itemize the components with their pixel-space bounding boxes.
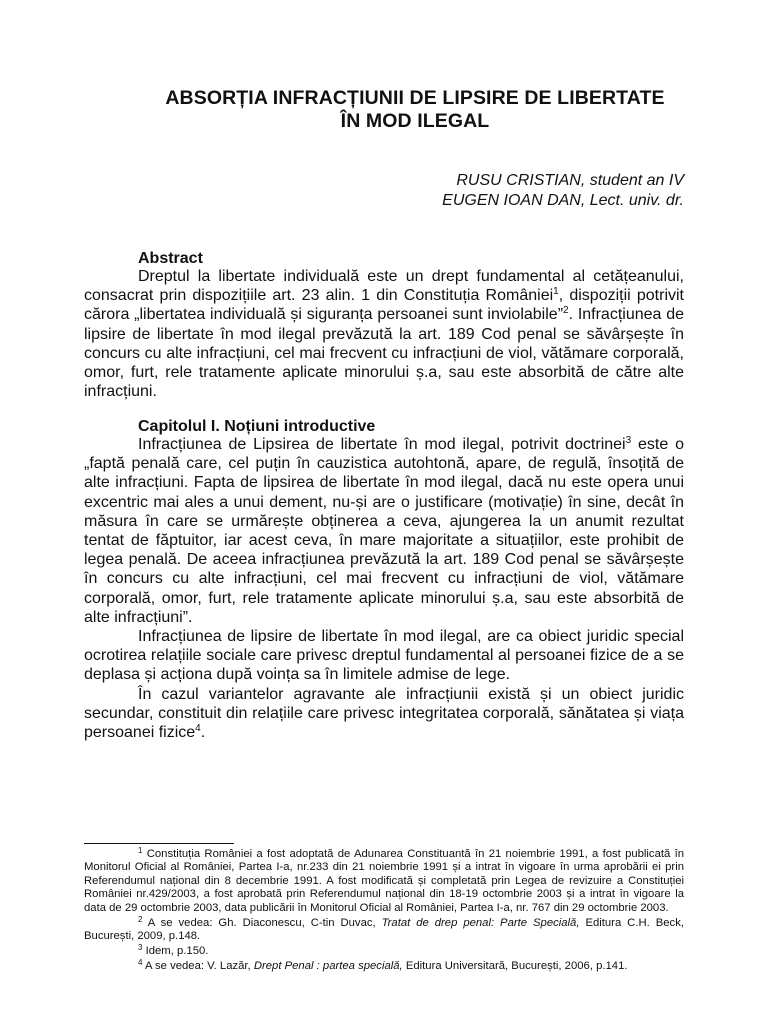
chapter-paragraph-2: Infracțiunea de lipsire de libertate în mod ilegal, are ca obiect juridic special ocrotirea relațiile sociale care privesc dreptul fundamental al persoanei fizice de a se deplasa și acționa după voința sa în limitele admise de lege.: [84, 628, 684, 684]
footnote-text-end: Editura Universitară, București, 2006, p.141.: [402, 960, 628, 973]
footnote-1: [84, 848, 684, 915]
chapter-paragraph-3: [84, 685, 684, 743]
footnote-number: 3: [138, 943, 143, 953]
footnote-ref-2: 2: [563, 305, 569, 317]
footnote-3: [84, 945, 684, 958]
abstract-paragraph: [84, 267, 684, 401]
footnote-ref-4: 4: [195, 723, 201, 735]
chapter-p1-text-a: Infracțiunea de Lipsirea de libertate în mod ilegal, potrivit doctrinei: [138, 436, 626, 453]
author-2: EUGEN IOAN DAN, Lect. univ. dr.: [442, 192, 684, 209]
document-title-line1: ABSORȚIA INFRACȚIUNII DE LIPSIRE DE LIBERTATE: [165, 87, 665, 109]
abstract-text-b: , dispoziții potrivit cărora „libertatea individuală și siguranța persoanei sunt inviolabile”: [84, 287, 685, 324]
abstract-heading: Abstract: [138, 250, 203, 267]
footnote-4: [84, 960, 684, 973]
abstract-text-a: Dreptul la libertate individuală este un drept fundamental al cetățeanului, consacrat prin dispozițiile art. 23 alin. 1 din Constituția României: [84, 268, 684, 305]
footnote-text: A se vedea: Gh. Diaconescu, C-tin Duvac,: [142, 916, 382, 929]
chapter-p3-text-b: .: [200, 724, 206, 742]
footnote-text: A se vedea: V. Lazăr,: [142, 960, 254, 973]
author-1: RUSU CRISTIAN, student an IV: [456, 172, 684, 189]
footnote-number: 4: [138, 958, 143, 968]
footnote-number: 2: [138, 914, 143, 924]
chapter-p3-text-a: În cazul variantelor agravante ale infracțiunii există și un obiect juridic secundar, constituit din relațiile care privesc integritatea corporală, sănătatea și viața persoanei fizice: [84, 685, 684, 742]
chapter-p1-text-b: este o „faptă penală care, cel puțin în cauzistica autohtonă, apare, de regulă, însoțită de alte infracțiuni. Fapta de lipsirea de libertate în mod ilegal, dacă nu este opera unui excentric mai ales a unui dement, nu-și are o justificare (motivație) în sine, decât în măsura în care se urmărește obținerea a ceva, ajungerea la un anumit rezultat tentat de făptuitor, iar acest ceva, în mare majoritate a situațiilor, este prohibit de legea penală. De aceea infracțiunea prevăzută la art. 189 Cod penal se săvârșește în concurs cu alte infracțiuni, cel mai frecvent cu infracțiuni de viol, vătămare corporală, omor, furt, rele tratamente aplicate minorului ș.a, sau este absorbită de alte infracțiuni”.: [84, 436, 684, 626]
abstract-text-c: . Infracțiunea de lipsire de libertate în mod ilegal prevăzută la art. 189 Cod penal se săvârșește în concurs cu alte infracțiuni, cel mai frecvent cu infracțiuni de viol, vătămare corporală, omor, furt, rele tratamente aplicate minorului ș.a, sau este absorbită de către alte infracțiuni.: [84, 306, 684, 401]
footnotes: [84, 848, 684, 975]
footnote-text: Idem, p.150.: [142, 945, 209, 958]
abstract-body: [84, 267, 684, 401]
footnote-2: [84, 914, 684, 944]
footnote-number: 1: [138, 846, 143, 855]
footnote-ref-3: 3: [625, 435, 632, 446]
chapter-heading: Capitolul I. Noțiuni introductive: [138, 418, 376, 435]
footnote-text: Constituția României a fost adoptată de Adunarea Constituantă în 21 noiembrie 1991, a fost publicată în Monitorul Oficial al României, Partea I-a, nr.233 din 21 noiembrie 1991 și a intrat în vigoare în urma aprobării ei prin Referendumul național din 8 decembrie 1991. A fost modificată și completată prin Legea de revizuire a Constituției României nr.429/2003, a fost aprobată prin Referendumul național din 18-19 octombrie 2003 și a intrat în vigoare la data de 29 octombrie 2003, data publicării în Monitorul Oficial al României, Partea I-a, nr. 767 din 29 octombrie 2003.: [84, 848, 684, 914]
footnote-separator: [84, 843, 234, 844]
document-title-line2: ÎN MOD ILEGAL: [340, 110, 490, 132]
chapter-paragraph-1: [84, 435, 684, 627]
footnote-book-title: Drept Penal : partea specială,: [253, 960, 403, 973]
footnote-text-end: Editura C.H. Beck, București, 2009, p.148.: [84, 916, 684, 943]
footnote-ref-1: 1: [553, 286, 559, 298]
footnote-book-title: Tratat de drep penal: Parte Specială,: [381, 916, 580, 929]
chapter-body: [84, 435, 684, 742]
